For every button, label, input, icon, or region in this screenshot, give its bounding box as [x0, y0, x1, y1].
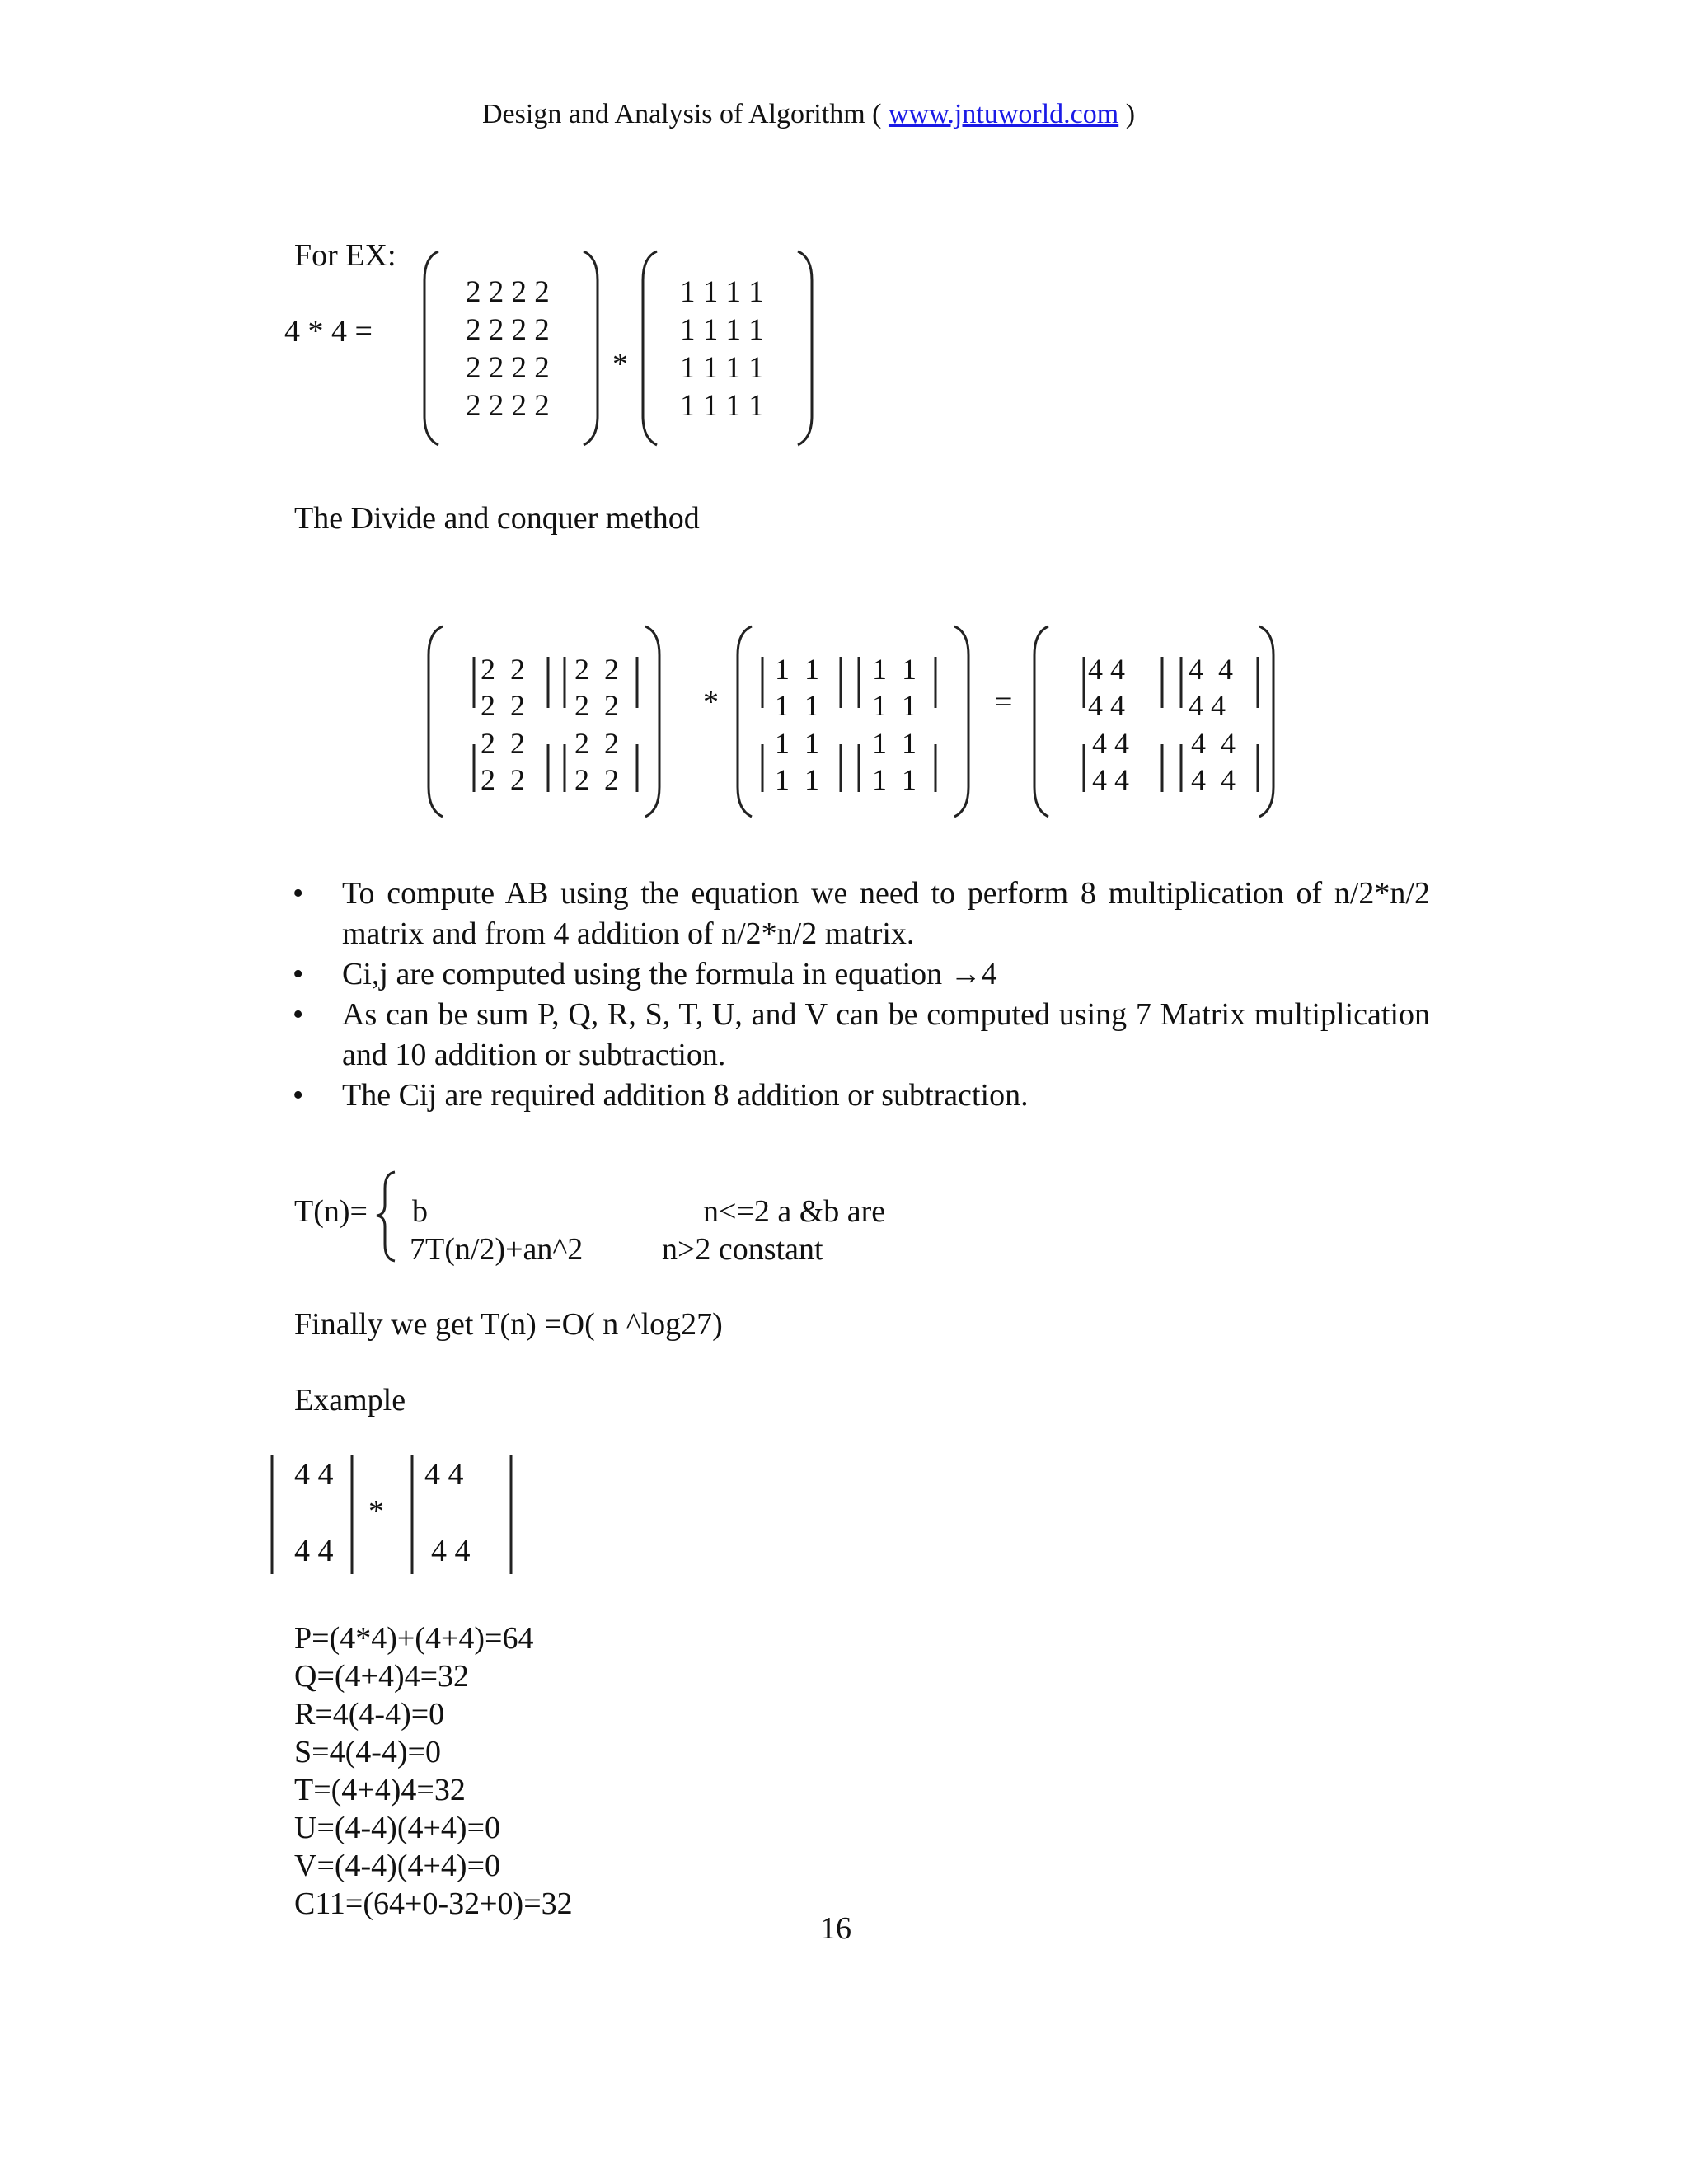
matrix-row: 1 1 1 1 [680, 351, 764, 385]
block-b11: 1 1 1 1 [775, 653, 819, 722]
example-multiply-operator: * [368, 1494, 384, 1529]
block-matrix-c-bracket [1030, 622, 1278, 824]
matrix-row: 1 1 1 1 [680, 313, 764, 347]
block-a11: 2 2 2 2 [481, 653, 525, 722]
bullet-icon: • [293, 957, 304, 991]
block-equals-operator: = [995, 685, 1013, 719]
equation: U=(4-4)(4+4)=0 [294, 1811, 501, 1845]
recurrence-cond1: n<=2 a &b are [703, 1194, 886, 1229]
list-item: • To compute AB using the equation we need to perform 8 multiplication of n/2*n/2 matrix and from 4 addition of n/2*n/2 matrix. [293, 874, 1430, 954]
bullet-icon: • [293, 997, 304, 1032]
bullet-icon: • [293, 1078, 304, 1113]
page-number: 16 [820, 1911, 851, 1946]
list-item: • The Cij are required addition 8 addition or subtraction. [293, 1076, 1430, 1116]
example-b-row2: 4 4 [431, 1534, 471, 1568]
matrix-product-lhs: 4 * 4 = [284, 314, 373, 349]
matrix-row: 1 1 1 1 [680, 389, 764, 423]
example-a-row1: 4 4 [294, 1457, 334, 1492]
block-c12: 4 4 4 4 [1189, 653, 1233, 722]
multiply-operator: * [612, 347, 628, 382]
equation: T=(4+4)4=32 [294, 1773, 466, 1807]
block-matrix-a-bracket [424, 622, 663, 824]
matrix-row: 1 1 1 1 [680, 275, 764, 309]
matrix-row: 2 2 2 2 [466, 275, 550, 309]
page-header [482, 99, 1135, 130]
bullet-icon: • [293, 876, 304, 911]
equation: V=(4-4)(4+4)=0 [294, 1849, 501, 1883]
list-item: • Ci,j are computed using the formula in equation →4 [293, 954, 1430, 995]
matrix-a [466, 274, 550, 425]
equation: Q=(4+4)4=32 [294, 1659, 470, 1694]
left-brace-icon [375, 1169, 400, 1263]
block-b22: 1 1 1 1 [872, 727, 917, 796]
block-b21: 1 1 1 1 [775, 727, 819, 796]
block-a21: 2 2 2 2 [481, 727, 525, 796]
matrix-row: 2 2 2 2 [466, 313, 550, 347]
section-heading: The Divide and conquer method [294, 501, 700, 536]
bullet-list [293, 874, 1430, 1116]
block-c11: 4 4 4 4 [1088, 653, 1125, 722]
equation: P=(4*4)+(4+4)=64 [294, 1621, 534, 1656]
recurrence-case2: 7T(n/2)+an^2 [410, 1232, 584, 1267]
block-multiply-operator: * [703, 685, 719, 719]
recurrence-lhs: T(n)= [294, 1194, 368, 1229]
example-heading: Example [294, 1383, 406, 1418]
example-b-row1: 4 4 [424, 1457, 464, 1492]
block-matrix-b-bracket [734, 622, 973, 824]
block-c21: 4 4 4 4 [1092, 727, 1129, 796]
example-a-row2: 4 4 [294, 1534, 334, 1568]
example-label: For EX: [294, 238, 396, 273]
matrix-b [680, 274, 764, 425]
header-title-end: ) [1118, 99, 1136, 129]
equation: C11=(64+0-32+0)=32 [294, 1886, 573, 1921]
equation: R=4(4-4)=0 [294, 1697, 445, 1732]
header-link[interactable]: www.jntuworld.com [888, 99, 1119, 129]
block-a22: 2 2 2 2 [574, 727, 619, 796]
matrix-row: 2 2 2 2 [466, 389, 550, 423]
equation: S=4(4-4)=0 [294, 1735, 441, 1769]
recurrence-case1: b [412, 1194, 428, 1229]
header-title: Design and Analysis of Algorithm ( [482, 99, 889, 129]
block-a12: 2 2 2 2 [574, 653, 619, 722]
block-b12: 1 1 1 1 [872, 653, 917, 722]
block-c22: 4 4 4 4 [1191, 727, 1236, 796]
matrix-row: 2 2 2 2 [466, 351, 550, 385]
list-item: • As can be sum P, Q, R, S, T, U, and V can be computed using 7 Matrix multiplication and 10 addition or subtraction. [293, 995, 1430, 1076]
complexity-result: Finally we get T(n) =O( n ^log27) [294, 1307, 723, 1342]
recurrence-cond2: n>2 constant [662, 1232, 823, 1267]
equation-list [294, 1619, 573, 1923]
